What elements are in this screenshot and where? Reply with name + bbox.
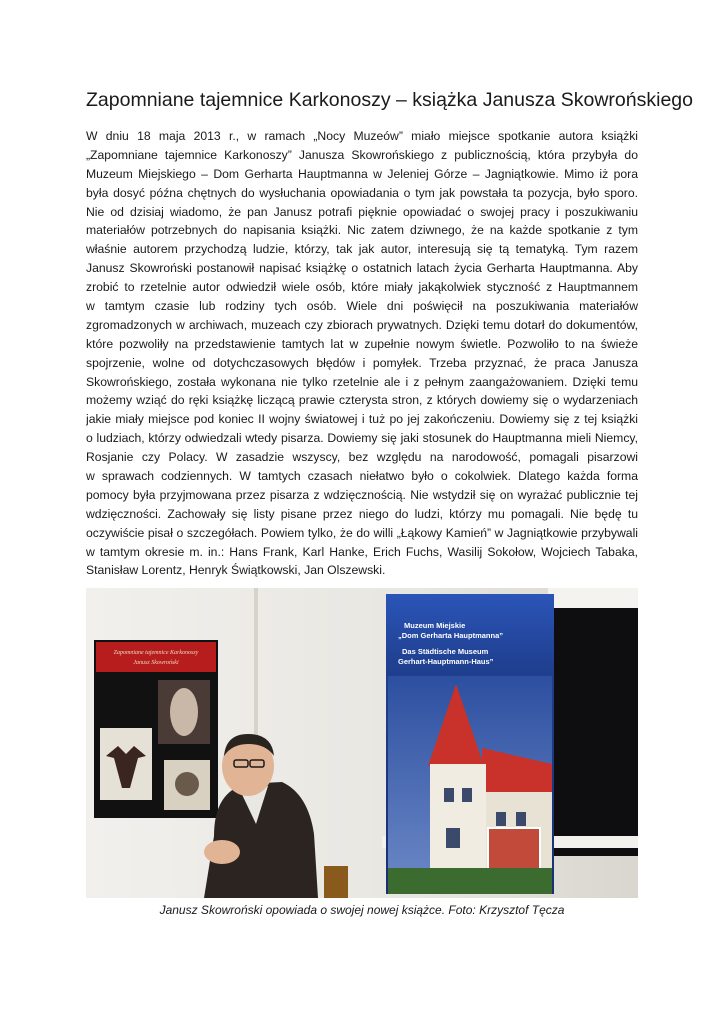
body-line: Rosjanie czy Polacy. W zasadzie wszyscy, bez względu na narodowość, pomagali pisarzowi [86, 450, 638, 465]
body-line: zrobić to rzetelnie autor odwiedził wiele osób, które miały jakąkolwiek styczność z Hauptmannem [86, 280, 638, 295]
body-line: Janusz Skowroński postanowił napisać książkę o ostatnich latach życia Gerharta Hauptmanna. Aby [86, 261, 638, 276]
banner-line: Muzeum Miejskie [404, 621, 466, 630]
photo-caption: Janusz Skowroński opowiada o swojej nowej książce. Foto: Krzysztof Tęcza [159, 903, 565, 917]
body-line: „Zapomniane tajemnice Karkonoszy” Janusza Skowrońskiego z publicznością, która przybyła do [86, 147, 638, 162]
body-line: Muzeum Miejskiego – Dom Gerharta Hauptmanna w Jeleniej Górze – Jagniątkowie. Mimo iż pora [86, 166, 638, 181]
banner-line: Das Städtische Museum [402, 647, 489, 656]
banner-line: „Dom Gerharta Hauptmanna” [398, 631, 504, 640]
article-title: Zapomniane tajemnice Karkonoszy – książka Janusza Skowrońskiego [86, 89, 693, 111]
museum-banner [386, 594, 554, 894]
body-line: W dniu 18 maja 2013 r., w ramach „Nocy Muzeów” miało miejsce spotkanie autora książki [86, 129, 638, 143]
body-line: w tamtym czasie lub rodziny tych osób. Wiele dni poświęcił na poszukiwania materiałów [86, 299, 638, 314]
body-line: spojrzenie, wolne od dotychczasowych błędów i pomyłek. Trzeba przyznać, że praca Janusza [86, 355, 638, 370]
body-line: które pozwoliły na przedstawienie tamtych lat w zupełnie nowym świetle. Pozwoliło to na świeże [86, 336, 638, 351]
body-line: właśnie autorem przychodzą ludzie, którzy, tak jak autor, interesują się tą tematyką. Tym razem [86, 242, 638, 257]
body-line: zgromadzonych w archiwach, muzeach czy zbiorach prywatnych. Dzięki temu dotarł do dokumentów, [86, 317, 638, 332]
body-line: w tamtym okresie m. in.: Hans Frank, Karl Hanke, Erich Fuchs, Wasilij Sokołow, Wojciech Tabaka, [86, 544, 638, 559]
dark-window [554, 608, 638, 856]
exhibition-poster [94, 640, 218, 818]
body-line: wdzięczności. Zachowały się listy pisane przez niego do ludzi, którzy mu pomagali. Nie będę tu [86, 506, 638, 521]
event-photo [86, 588, 638, 898]
body-line: pomocy była przyjmowana przez pisarza z wdzięcznością. Nie wstydził się on wyrażać publicznie tej [86, 487, 638, 502]
poster-line: Zapomniane tajemnice Karkonoszy [113, 650, 199, 656]
article-body [86, 127, 638, 580]
banner-line: Gerhart-Hauptmann-Haus” [398, 657, 494, 666]
body-line: materiałów potrzebnych do napisania książki. Nic zatem dziwnego, że na każde spotkanie z tym [86, 223, 638, 238]
body-line: o ludziach, którzy odwiedzali wtedy pisarza. Dowiemy się jaki stosunek do Hauptmanna mieli Niemcy, [86, 431, 638, 446]
body-line: jakie miały miejsce pod koniec II wojny światowej i tuż po jej zakończeniu. Dowiemy się z tej książki [86, 412, 638, 427]
body-line: była dosyć późna chętnych do wysłuchania opowiadania o tym jak powstała ta pozycja, było sporo. [86, 185, 638, 200]
body-line: Skowrońskiego, została wykonana nie tylko rzetelnie ale i z pełnym zaangażowaniem. Dzięki temu [86, 374, 638, 389]
body-line: oczywiście pisał o szczegółach. Powiem tylko, że do willi „Łąkowy Kamień” w Jagniątkowie przybywali [86, 525, 638, 540]
body-line: Stanisław Lorentz, Henryk Świątkowski, Jan Olszewski. [86, 563, 386, 578]
poster-line: Janusz Skowroński [133, 660, 179, 666]
body-line: możemy wziąć do ręki książkę liczącą prawie czterysta stron, z których dowiemy się o wydarzeniach [86, 393, 638, 408]
body-line: Nie od dzisiaj wiadomo, że pan Janusz potrafi pięknie opowiadać o swojej pracy i poszukiwaniu [86, 204, 638, 219]
body-line: w sprawach codziennych. W tamtych czasach niełatwo było o cokolwiek. Dlatego każda forma [86, 469, 638, 484]
